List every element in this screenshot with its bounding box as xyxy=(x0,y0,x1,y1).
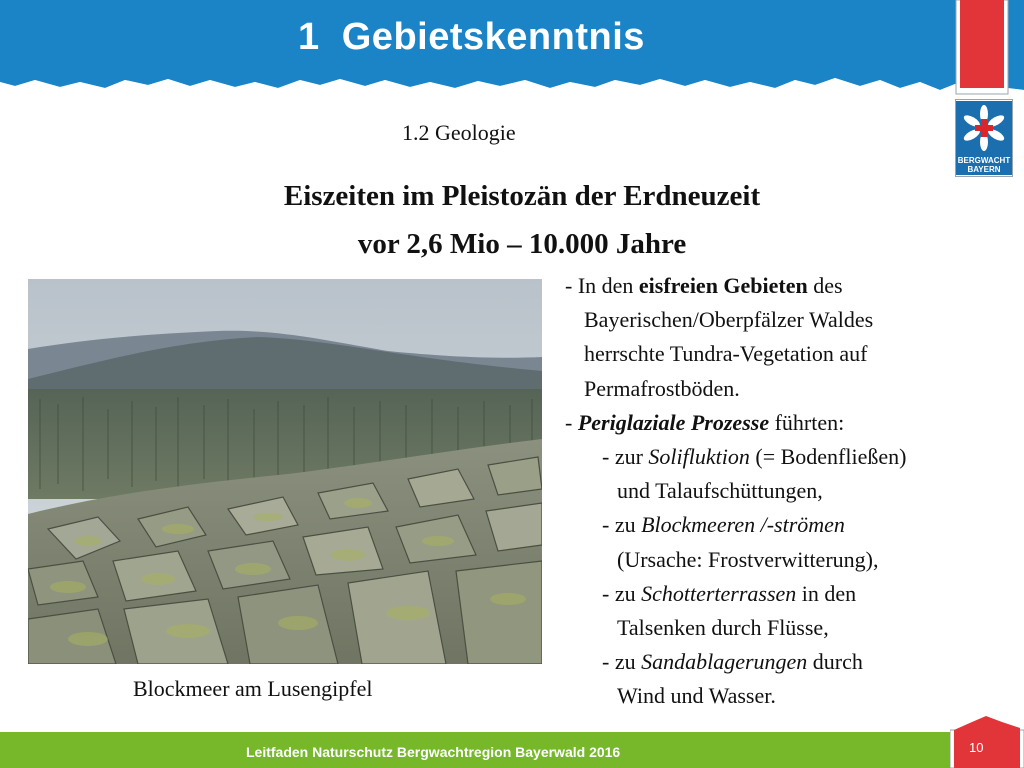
photo-caption: Blockmeer am Lusengipfel xyxy=(133,676,373,701)
page-number-tab xyxy=(950,716,1024,768)
slide-title: 1 Gebietskenntnis xyxy=(298,16,645,58)
sub-bullet-4-line-1 xyxy=(565,645,1005,679)
main-title xyxy=(0,172,1024,268)
sub-bullet-2-line-1 xyxy=(565,508,1005,542)
blockmeer-photo xyxy=(28,279,542,664)
section-subheading: 1.2 Geologie xyxy=(402,120,516,145)
sub-bullet-1-line-2: und Talaufschüttungen, xyxy=(617,478,823,504)
sub-bullet-2-italic: Blockmeeren /-strömen xyxy=(641,512,845,538)
bergwacht-logo xyxy=(955,99,1013,177)
bullet-list xyxy=(565,269,1005,713)
bullet-2-line-1 xyxy=(565,406,1005,440)
sub-bullet-1-line-1 xyxy=(565,440,1005,474)
footer-text: Leitfaden Naturschutz Bergwachtregion Bayerwald 2016 xyxy=(246,744,621,760)
bullet-1-line-2: Bayerischen/Oberpfälzer Waldes xyxy=(584,307,874,333)
sub-bullet-3-line-1 xyxy=(565,577,1005,611)
main-title-line1: Eiszeiten im Pleistozän der Erdneuzeit xyxy=(283,180,761,212)
bullet-2-bolditalic: Periglaziale Prozesse xyxy=(577,409,770,435)
sub-bullet-4-line-2: Wind und Wasser. xyxy=(617,683,776,709)
sub-bullet-1-italic: Solifluktion xyxy=(648,443,750,469)
sub-bullet-3-line-2: Talsenken durch Flüsse, xyxy=(617,614,829,640)
sub-bullet-3-prefix: - zu xyxy=(602,580,642,606)
logo-label-line1: BERGWACHT xyxy=(957,156,1011,165)
main-title-line2: vor 2,6 Mio – 10.000 Jahre xyxy=(357,228,687,260)
bullet-2-suffix: führten: xyxy=(769,409,845,435)
bullet-1-line-1 xyxy=(565,269,1005,303)
bullet-1-bold: eisfreien Gebieten xyxy=(638,273,808,298)
sub-bullet-4-suffix: durch xyxy=(807,649,863,675)
bullet-1-line-3: herrschte Tundra-Vegetation auf xyxy=(584,341,868,367)
page-number: 10 xyxy=(969,740,984,755)
sub-bullet-4-italic: Sandablagerungen xyxy=(641,649,808,675)
edelweiss-cross-icon xyxy=(956,101,1012,155)
sub-bullet-3-italic: Schotterterrassen xyxy=(641,580,797,606)
bullet-1-prefix: - In den xyxy=(565,273,639,298)
sub-bullet-4-prefix: - zu xyxy=(602,649,642,675)
sub-bullet-1-prefix: - zur xyxy=(602,443,649,469)
sub-bullet-2-line-2: (Ursache: Frostverwitterung), xyxy=(617,546,879,572)
landscape-image xyxy=(28,279,542,664)
sub-bullet-3-suffix: in den xyxy=(796,580,857,606)
sub-bullet-2-prefix: - zu xyxy=(602,512,642,538)
sub-bullet-1-suffix: (= Bodenfließen) xyxy=(749,443,907,469)
bullet-1-line-4: Permafrostböden. xyxy=(584,375,740,401)
bullet-1-suffix: des xyxy=(807,273,843,298)
bullet-2-prefix: - xyxy=(565,409,578,435)
logo-label-line2: BAYERN xyxy=(967,165,1001,174)
